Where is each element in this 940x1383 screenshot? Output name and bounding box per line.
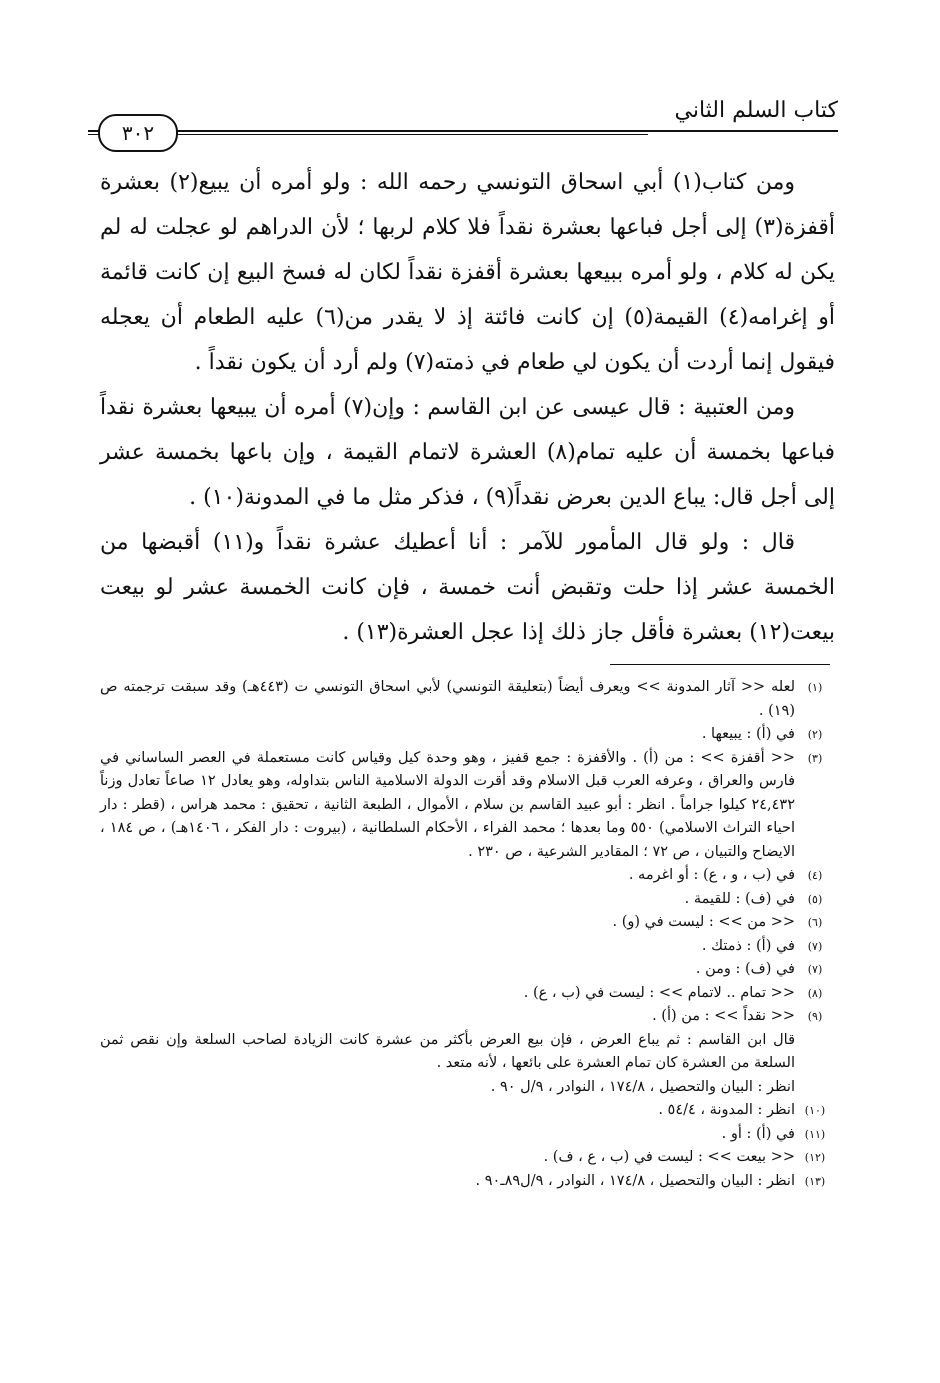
footnote-text: في (أ) : أو .	[721, 1125, 795, 1142]
footnote-mark: (٣)	[807, 751, 823, 765]
footnote-continuation: انظر : البيان والتحصيل ، ١٧٤/٨ ، النوادر ، ٩/ل ٩٠ .	[490, 1078, 795, 1095]
footnote-separator	[610, 664, 830, 665]
footnotes	[100, 676, 835, 1193]
footnote-mark: (٥)	[807, 892, 823, 906]
footnote-mark: (٢)	[807, 728, 823, 741]
footnote-text: << تمام .. لاتمام >> : ليست في (ب ، ع) .	[523, 984, 795, 1001]
footnote	[100, 1170, 835, 1194]
footnote-text: في (أ) : ذمتك .	[701, 937, 795, 954]
footnote-text: << أقفزة >> : من (أ) . والأقفزة : جمع قفيز ، وهو وحدة كيل وقياس كانت مستعملة في العصر الساساني في فارس والعراق ، وعرفه العرب قبل الاسلام وقد أقرت الدولة الاسلامية الناس بتداوله، وهو يعادل ١٢ صاعاً تعادل وزناً ٢٤,٤٣٢ كيلوا جراماً . انظر : أبو عبيد القاسم بن سلام ، الأموال ، الطبعة الثانية ، تحقيق : محمد هراس ، (قطر : دار احياء التراث الاسلامي) ٥٥٠ وما بعدها ؛ محمد الفراء ، الأحكام السلطانية ، (بيروت : دار الفكر ، ١٤٠٦هـ) ، ص ١٨٤ ، الايضاح والتبيان ، ص ٧٢ ؛ المقادير الشرعية ، ص ٢٣٠ .	[100, 749, 796, 860]
footnote-text: في (ف) : ومن .	[695, 961, 795, 977]
page-number: ٣٠٢	[98, 114, 178, 152]
footnote-text: انظر : البيان والتحصيل ، ١٧٤/٨ ، النوادر ، ٩/ل٨٩ـ٩٠ .	[475, 1172, 795, 1189]
footnote-text: في (أ) : يبيعها .	[701, 726, 795, 742]
footnote-mark: (٨)	[807, 986, 823, 1000]
footnote-continuation: قال ابن القاسم : ثم يباع العرض ، فإن بيع العرض بأكثر من عشرة كانت الزيادة لصاحب السلعة وإن نقص ثمن السلعة من العشرة كان تمام العشرة على بائعها ، لأنه متعد .	[100, 1031, 795, 1071]
footnote	[100, 982, 835, 1006]
footnote-text: انظر : المدونة ، ٥٤/٤ .	[658, 1102, 795, 1118]
footnote-mark: (٤)	[807, 869, 823, 882]
footnote-mark: (١٠)	[804, 1104, 826, 1117]
header-rule	[88, 130, 838, 132]
footnote	[100, 1123, 835, 1147]
footnote-mark: (٩)	[807, 1010, 823, 1023]
main-text	[100, 160, 835, 655]
footnote	[100, 888, 835, 912]
footnote-mark: (١)	[807, 681, 823, 694]
paragraph: قال : ولو قال المأمور للآمر : أنا أعطيك عشرة نقداً و(١١) أقبضها من الخمسة عشر إذا حلت وتقبض أنت خمسة ، فإن كانت الخمسة عشر لو بيعت بيعت(١٢) بعشرة فأقل جاز ذلك إذا عجل العشرة(١٣) .	[100, 530, 835, 645]
footnote	[100, 1005, 835, 1029]
footnote	[100, 935, 835, 959]
footnote-text: << نقداً >> : من (أ) .	[652, 1008, 795, 1024]
paragraph: ومن العتبية : قال عيسى عن ابن القاسم : وإن(٧) أمره أن يبيعها بعشرة نقداً فباعها بخمسة أن عليه تمام(٨) العشرة لاتمام القيمة ، وإن باعها بخمسة عشر إلى أجل قال: يباع الدين بعرض نقداً(٩) ، فذكر مثل ما في المدونة(١٠) .	[100, 395, 835, 510]
footnote	[100, 676, 835, 723]
footnote	[100, 911, 835, 935]
footnote	[100, 747, 835, 865]
footnote	[100, 958, 835, 982]
footnote-mark: (١١)	[804, 1127, 826, 1141]
footnote-mark: (١٢)	[804, 1151, 826, 1164]
footnote-mark: (١٣)	[804, 1174, 826, 1188]
footnote-mark: (٦)	[807, 916, 823, 929]
footnote	[100, 1146, 835, 1170]
page-header	[88, 92, 838, 152]
running-title: كتاب السلم الثاني	[674, 98, 838, 123]
footnote-text: لعله << آثار المدونة >> ويعرف أيضاً (بتعليقة التونسي) لأبي اسحاق التونسي ت (٤٤٣هـ) وقد سبقت ترجمته ص (١٩) .	[100, 679, 795, 719]
footnote	[100, 864, 835, 888]
footnote	[100, 723, 835, 747]
footnote	[100, 1099, 835, 1123]
footnote-text: << من >> : ليست في (و) .	[612, 914, 795, 930]
footnote-text: في (ب ، و ، ع) : أو اغرمه .	[628, 867, 795, 883]
footnote-text: في (ف) : للقيمة .	[684, 890, 795, 907]
paragraph: ومن كتاب(١) أبي اسحاق التونسي رحمه الله : ولو أمره أن يبيع(٢) بعشرة أقفزة(٣) إلى أجل فباعها بعشرة نقداً فلا كلام لربها ؛ لأن الدراهم لو عجلت له لم يكن له كلام ، ولو أمره ببيعها بعشرة أقفزة نقداً لكان له فسخ البيع إن كانت قائمة أو إغرامه(٤) القيمة(٥) إن كانت فائتة إذ لا يقدر من(٦) عليه الطعام أن يعجله فيقول إنما أردت أن يكون لي طعام في ذمته(٧) ولم أرد أن يكون نقداً .	[100, 170, 835, 375]
footnote-mark: (٧)	[807, 939, 823, 953]
footnote-text: << بيعت >> : ليست في (ب ، ع ، ف) .	[543, 1149, 795, 1165]
footnote-mark: (٧)	[807, 963, 823, 976]
